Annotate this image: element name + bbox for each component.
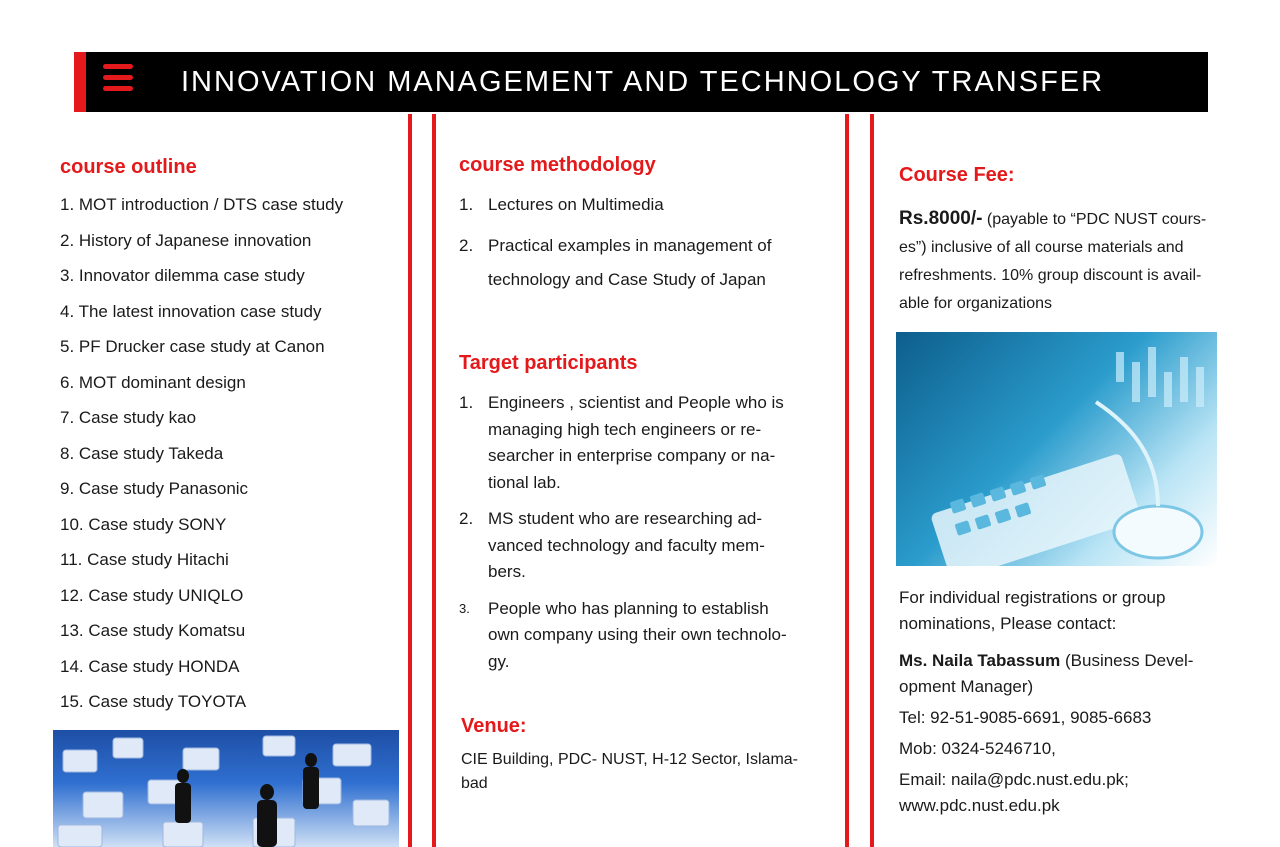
list-item: 13. Case study Komatsu [60,621,246,640]
contact-intro: For individual registrations or group nominations, Please contact: [899,588,1166,633]
contact-website[interactable]: www.pdc.nust.edu.pk [899,796,1060,815]
list-item: 15. Case study TOYOTA [60,692,247,711]
course-methodology-heading: course methodology [459,154,656,176]
keyboard-mouse-image [896,332,1217,566]
participants-list [459,390,789,675]
course-fee-text [899,205,1219,318]
header-bar [74,52,1208,112]
puzzle-people-image [53,730,399,847]
list-item: 1. MOT introduction / DTS case study [60,195,344,214]
column-divider [845,114,849,847]
contact-mob: Mob: 0324-5246710, [899,739,1056,758]
fee-amount: Rs.8000/- [899,208,983,229]
list-item: 1. Engineers , scientist and People who is managing high tech engineers or re-searcher in enterprise company or na-tional lab. [459,393,784,492]
contact-tel: Tel: 92-51-9085-6691, 9085-6683 [899,708,1152,727]
list-item: 14. Case study HONDA [60,656,240,676]
target-participants-heading: Target participants [459,352,638,374]
list-item: 1. Lectures on Multimedia [459,195,664,214]
column-divider [870,114,874,847]
list-item: 8. Case study Takeda [60,443,224,463]
contact-person [899,648,1219,700]
list-item: 4. The latest innovation case study [60,301,322,321]
list-item: 3. People who has planning to establish own company using their own technolo-gy. [459,598,787,671]
list-item: 6. MOT dominant design [60,372,246,392]
course-outline-list [60,194,343,727]
list-item: 5. PF Drucker case study at Canon [60,337,325,356]
page-title: INNOVATION MANAGEMENT AND TECHNOLOGY TRANSFER [181,66,1105,98]
header-accent [74,52,86,112]
list-item: 10. Case study SONY [60,514,227,534]
column-divider [432,114,436,847]
contact-name: Ms. Naila Tabassum [899,651,1061,670]
list-item: 2. Practical examples in management of technology and Case Study of Japan [459,235,772,289]
list-item: 3. Innovator dilemma case study [60,266,305,285]
column-divider [408,114,412,847]
list-item: 12. Case study UNIQLO [60,585,244,605]
venue-text: CIE Building, PDC- NUST, H-12 Sector, Islama-bad [461,751,798,792]
contact-email[interactable]: Email: naila@pdc.nust.edu.pk; [899,770,1129,789]
menu-icon[interactable] [103,64,133,94]
contact-role: (Business Devel-opment Manager) [899,651,1194,696]
list-item: 9. Case study Panasonic [60,479,249,498]
course-outline-heading: course outline [60,156,197,178]
list-item: 7. Case study kao [60,408,197,427]
list-item: 2. MS student who are researching ad-vanced technology and faculty mem-bers. [459,509,765,581]
list-item: 11. Case study Hitachi [60,550,229,569]
fee-details: (payable to “PDC NUST cours-es”) inclusive of all course materials and refreshments. 10% group discount is avail-able for organizations [899,211,1207,312]
list-item: 2. History of Japanese innovation [60,230,312,250]
course-fee-heading: Course Fee: [899,164,1015,186]
venue-heading: Venue: [461,715,527,737]
methodology-list [459,192,809,297]
